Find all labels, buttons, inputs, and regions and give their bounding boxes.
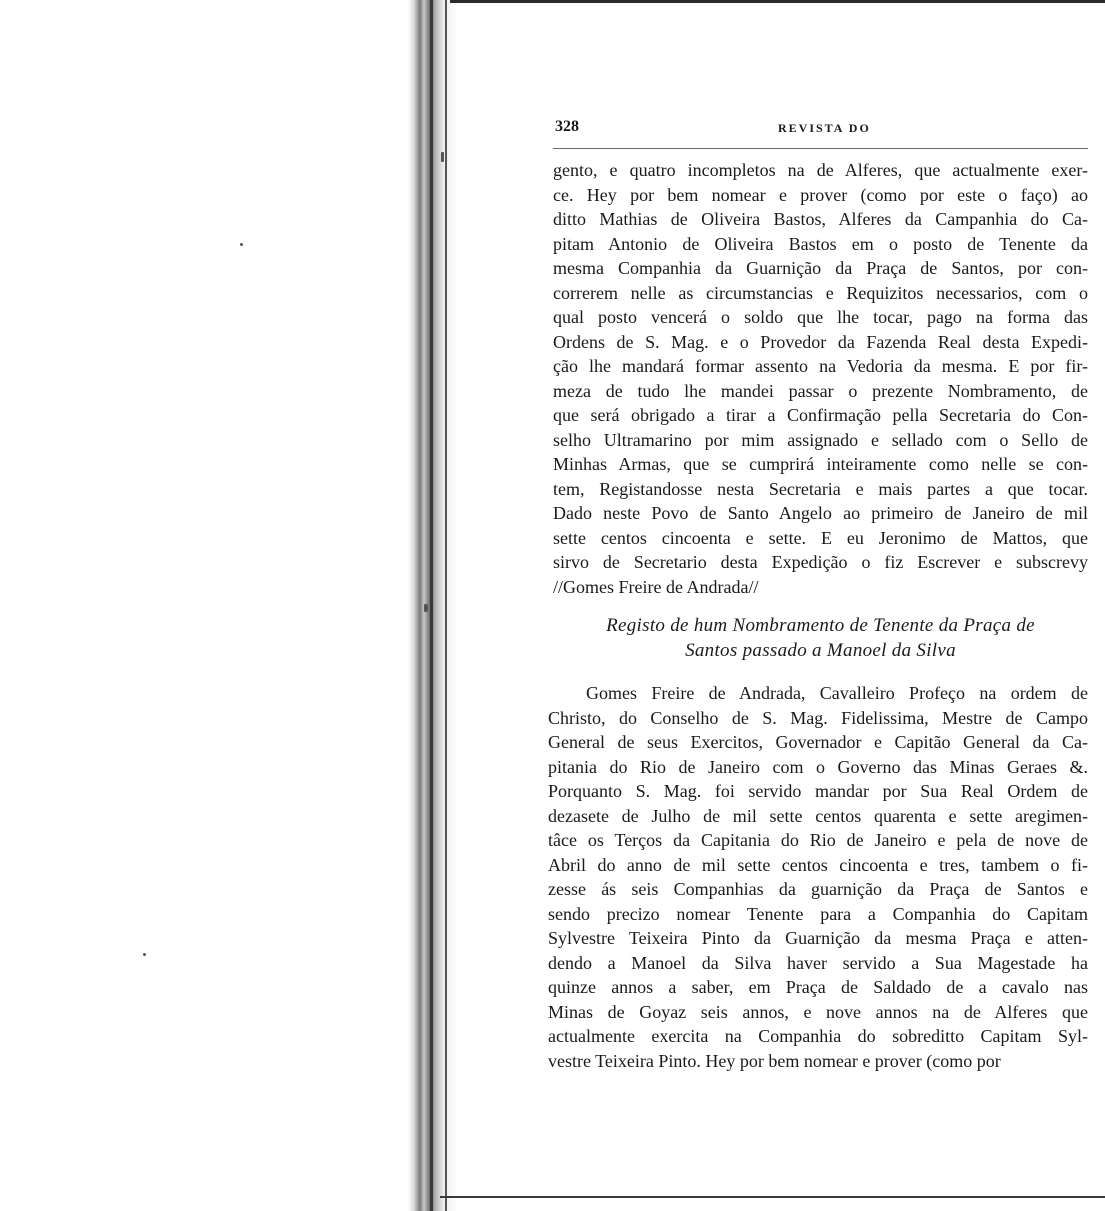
top-page-edge <box>450 0 1105 3</box>
book-spine-shadow <box>408 0 458 1211</box>
paragraph-1 <box>553 158 1088 599</box>
text-line: tâce os Terços da Capitania do Rio de Janeiro e pela de nove de <box>548 830 1088 850</box>
text-line: Minhas Armas, que se cumprirá inteiramente como nelle se con- <box>553 454 1088 474</box>
header-rule <box>553 148 1088 149</box>
binding-edge <box>430 0 433 1211</box>
paragraph-2 <box>548 681 1088 1073</box>
text-line: Minas de Goyaz seis annos, e nove annos na de Alferes que <box>548 1001 1088 1022</box>
heading-line: Santos passado a Manoel da Silva <box>685 640 956 661</box>
bottom-page-edge <box>440 1196 1105 1198</box>
text-line: Christo, do Conselho de S. Mag. Fidelissima, Mestre de Campo <box>548 707 1088 728</box>
text-line: correrem nelle as circumstancias e Requizitos necessarios, com o <box>553 282 1088 303</box>
text-line: qual posto vencerá o soldo que lhe tocar, pago na forma das <box>553 307 1088 327</box>
text-line: Gomes Freire de Andrada, Cavalleiro Profeço na ordem de <box>586 683 1088 703</box>
page-edge <box>445 0 447 1211</box>
page-header <box>553 118 1088 142</box>
scan-speck <box>441 152 444 162</box>
text-line: ce. Hey por bem nomear e prover (como por este o faço) ao <box>553 184 1088 205</box>
text-line: ção lhe mandará formar assento na Vedoria da mesma. E por fir- <box>553 356 1088 376</box>
text-line: mesma Companhia da Guarnição da Praça de Santos, por con- <box>553 258 1088 278</box>
text-line: ditto Mathias de Oliveira Bastos, Alferes da Campanhia do Ca- <box>553 209 1088 229</box>
text-line: dendo a Manoel da Silva haver servido a Sua Magestade ha <box>548 952 1088 973</box>
text-line: dezasete de Julho de mil sette centos quarenta e sette aregimen- <box>548 805 1088 826</box>
text-line: Ordens de S. Mag. e o Provedor da Fazenda Real desta Expedi- <box>553 331 1088 352</box>
scan-speck <box>424 604 428 612</box>
text-line: pitam Antonio de Oliveira Bastos em o posto de Tenente da <box>553 233 1088 254</box>
heading-line: Registo de hum Nombramento de Tenente da Praça de <box>606 615 1035 636</box>
text-line: sette centos cincoenta e sette. E eu Jeronimo de Mattos, que <box>553 527 1088 548</box>
text-line: zesse ás seis Companhias da guarnição da Praça de Santos e <box>548 879 1088 899</box>
text-line: //Gomes Freire de Andrada// <box>553 576 759 597</box>
text-line: actualmente exercita na Companhia do sobreditto Capitam Syl- <box>548 1026 1088 1046</box>
running-head: REVISTA DO <box>778 121 871 135</box>
text-line: tem, Registandosse nesta Secretaria e mais partes a que tocar. <box>553 478 1088 499</box>
text-line: gento, e quatro incompletos na de Alferes, que actualmente exer- <box>553 160 1088 180</box>
scan-speck <box>143 953 146 956</box>
text-line: Porquanto S. Mag. foi servido mandar por Sua Real Ordem de <box>548 781 1088 801</box>
text-line: vestre Teixeira Pinto. Hey por bem nomear e prover (como por <box>548 1050 1001 1071</box>
text-line: General de seus Exercitos, Governador e Capitão General da Ca- <box>548 732 1088 752</box>
text-line: pitania do Rio de Janeiro com o Governo das Minas Geraes &. <box>548 756 1088 777</box>
text-line: selho Ultramarino por mim assignado e sellado com o Sello de <box>553 429 1088 450</box>
text-line: Dado neste Povo de Santo Angelo ao primeiro de Janeiro de mil <box>553 503 1088 523</box>
text-line: sendo precizo nomear Tenente para a Companhia do Capitam <box>548 903 1088 924</box>
text-line: quinze annos a saber, em Praça de Saldado de a cavalo nas <box>548 977 1088 997</box>
text-line: meza de tudo lhe mandei passar o prezente Nombramento, de <box>553 380 1088 401</box>
text-line: Sylvestre Teixeira Pinto da Guarnição da mesma Praça e atten- <box>548 928 1088 948</box>
section-heading <box>553 613 1088 663</box>
page-number: 328 <box>555 118 579 135</box>
text-line: que será obrigado a tirar a Confirmação pella Secretaria do Con- <box>553 405 1088 425</box>
scan-speck <box>240 243 243 246</box>
text-line: sirvo de Secretario desta Expedição o fiz Escrever e subscrevy <box>553 552 1088 572</box>
text-line: Abril do anno de mil sette centos cincoenta e tres, tambem o fi- <box>548 854 1088 875</box>
